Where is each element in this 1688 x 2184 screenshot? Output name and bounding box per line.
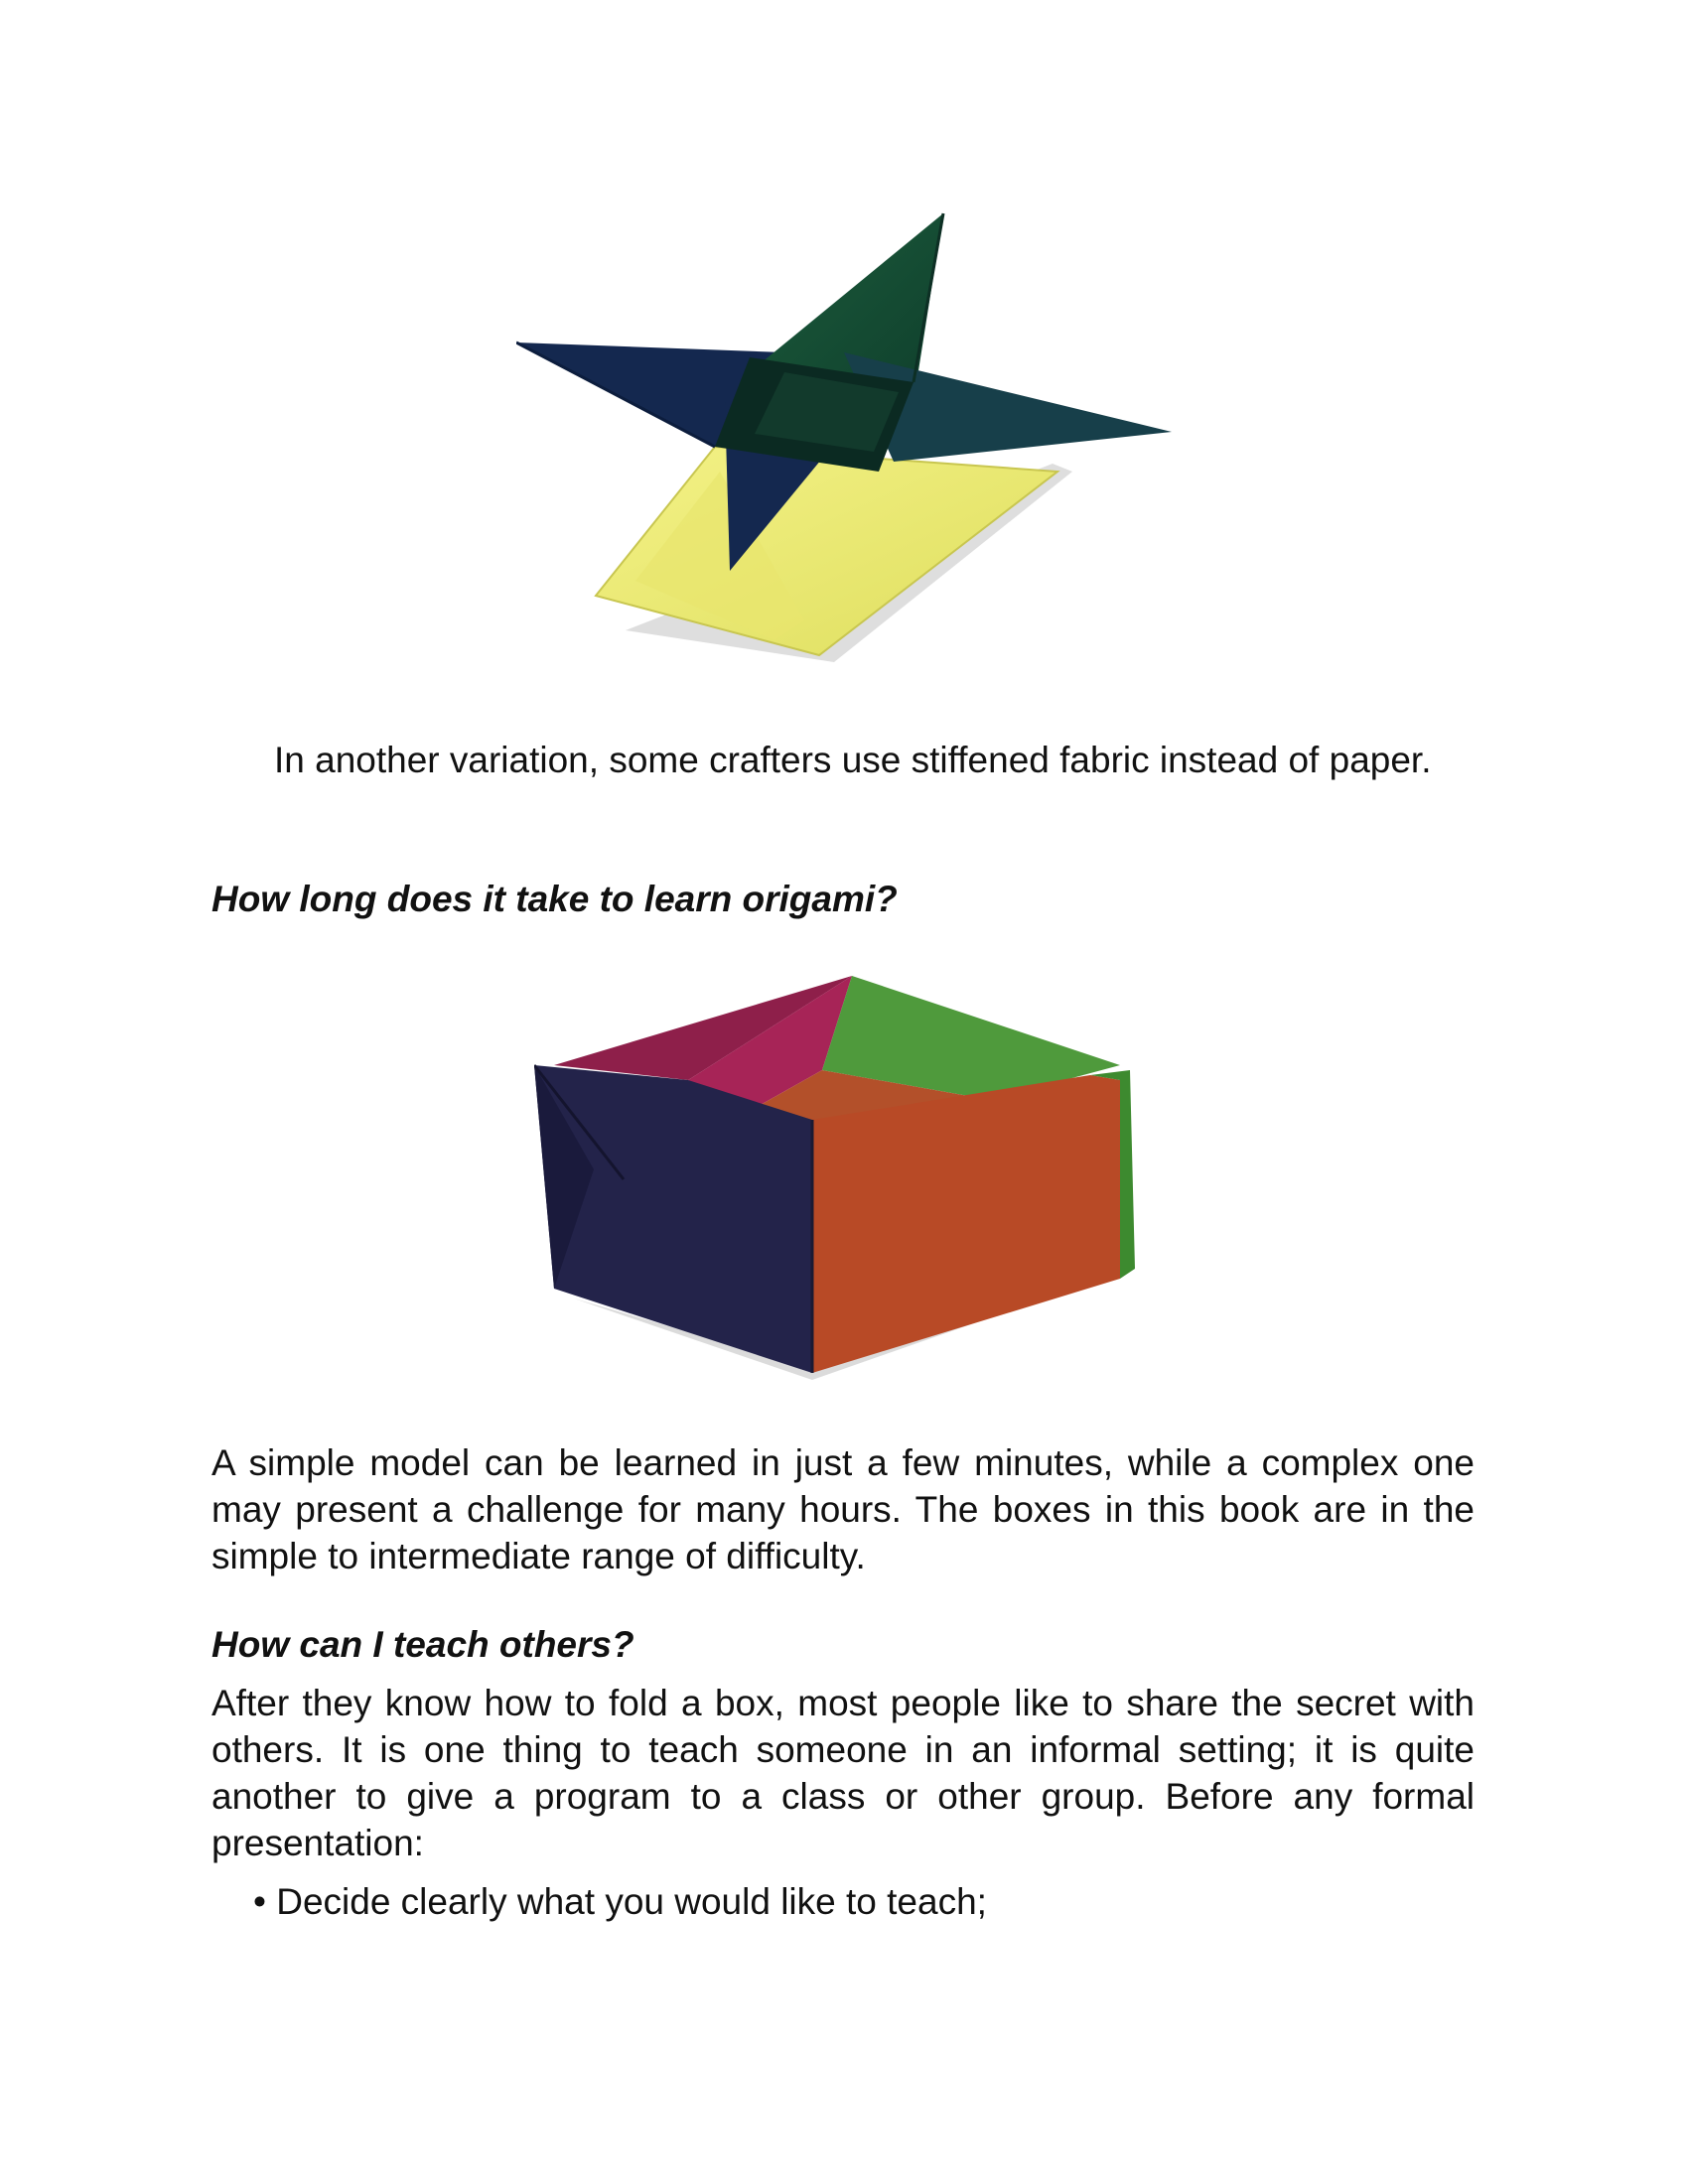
star-dish-origami-figure (516, 204, 1172, 670)
heading-teach-others: How can I teach others? (211, 1624, 634, 1665)
paragraph-fabric-variation: In another variation, some crafters use stiffened fabric instead of paper. (274, 740, 1432, 780)
box-origami-figure (534, 971, 1140, 1383)
paragraph-teaching: After they know how to fold a box, most people like to share the secret with others. It is one thing to teach someone in an informal setting; it is quite another to give a program to a class or other group. Before any formal presentation: (211, 1683, 1475, 1863)
box-illustration (534, 971, 1140, 1383)
star-dish-illustration (516, 204, 1172, 670)
paragraph-learning-time: A simple model can be learned in just a few minutes, while a complex one may present a challenge for many hours. The boxes in this book are in the simple to intermediate range of difficulty. (211, 1442, 1475, 1576)
bullet-item-decide: • Decide clearly what you would like to teach; (253, 1881, 987, 1922)
heading-learn-origami: How long does it take to learn origami? (211, 879, 898, 919)
box-side-face (812, 1075, 1120, 1373)
